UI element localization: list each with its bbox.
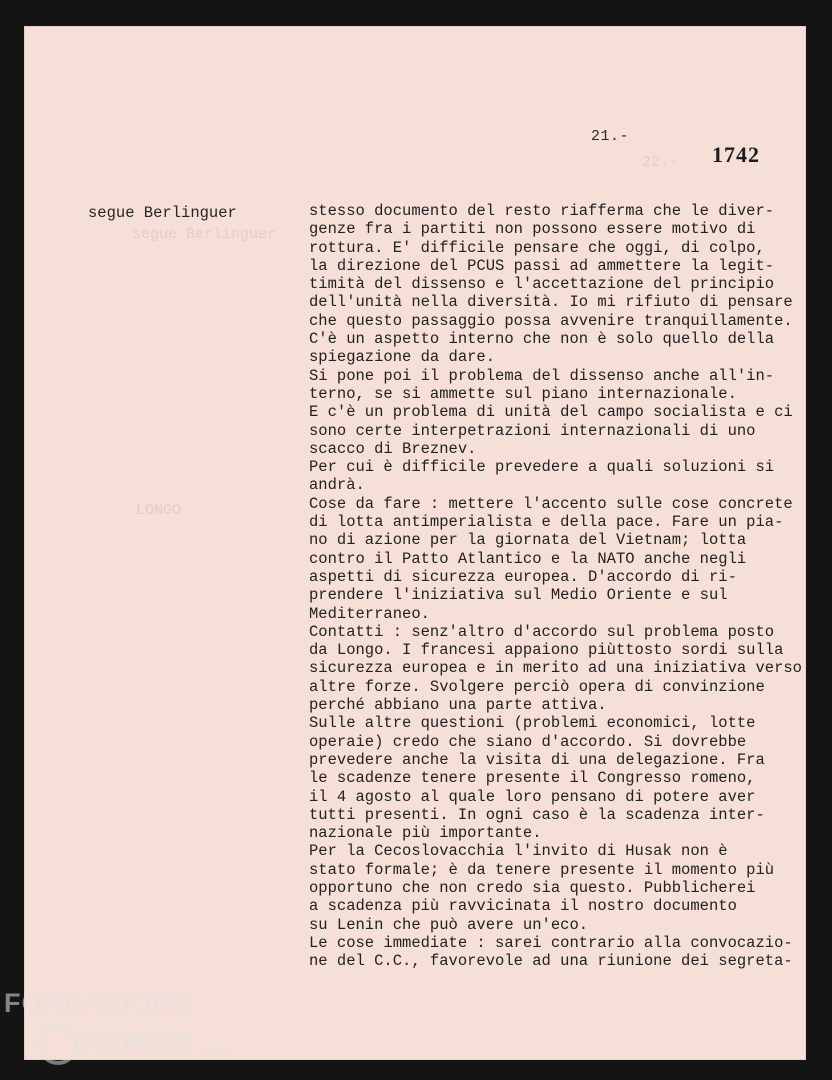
watermark-line-2: RAMSCI xyxy=(82,1028,195,1058)
body-line: Contatti : senz'altro d'accordo sul problema posto xyxy=(309,622,775,641)
body-line: sono certe interpetrazioni internazionali di uno xyxy=(309,421,756,440)
body-line: Per la Cecoslovacchia l'invito di Husak non è xyxy=(309,842,728,861)
document-number: 1742 xyxy=(712,142,760,167)
body-line: no di azione per la giornata del Vietnam; lotta xyxy=(309,531,747,550)
transcript-body xyxy=(309,202,805,970)
body-line: dell'unità nella diversità. Io mi rifiuto di pensare xyxy=(309,293,793,312)
watermark-line-1: FONDAZIONE xyxy=(4,988,193,1018)
body-line: nazionale più importante. xyxy=(309,824,542,843)
body-line: la direzione del PCUS passi ad ammettere la legit- xyxy=(309,256,775,275)
body-line: rottura. E' difficile pensare che oggi, di colpo, xyxy=(309,238,765,257)
body-line: perché abbiano una parte attiva. xyxy=(309,696,607,715)
body-line: ne del C.C., favorevole ad una riunione dei segreta- xyxy=(309,952,793,971)
body-line: Mediterraneo. xyxy=(309,604,430,623)
body-line: timità del dissenso e l'accettazione del principio xyxy=(309,275,775,294)
speaker-label: segue Berlinguer xyxy=(88,204,237,222)
body-line: a scadenza più ravvicinata il nostro documento xyxy=(309,897,737,916)
body-line: aspetti di sicurezza europea. D'accordo di ri- xyxy=(309,567,737,586)
fondazione-gramsci-watermark xyxy=(4,990,230,1057)
body-line: di lotta antimperialista e della pace. Fare un pia- xyxy=(309,513,784,532)
body-line: sicurezza europea e in merito ad una iniziativa verso xyxy=(309,659,802,678)
body-line: opportuno che non credo sia questo. Pubblicherei xyxy=(309,878,756,897)
body-line: stesso documento del resto riafferma che le diver- xyxy=(309,202,775,220)
body-line: Per cui è difficile prevedere a quali soluzioni si xyxy=(309,458,775,477)
bleed-through-text: 22.- xyxy=(642,154,679,171)
page-number: 21.- xyxy=(591,128,630,145)
body-line: Si pone poi il problema del dissenso anche all'in- xyxy=(309,366,775,385)
body-line: Sulle altre questioni (problemi economici, lotte xyxy=(309,714,756,733)
body-line: su Lenin che può avere un'eco. xyxy=(309,915,589,934)
body-line: Cose da fare : mettere l'accento sulle cose concrete xyxy=(309,494,793,513)
body-line: andrà. xyxy=(309,476,365,495)
body-line: contro il Patto Atlantico e la NATO anche negli xyxy=(309,549,747,568)
bleed-through-text: LONGO xyxy=(136,502,182,519)
body-line: E c'è un problema di unità del campo socialista e ci xyxy=(309,403,793,422)
body-line: altre forze. Svolgere perciò opera di convinzione xyxy=(309,677,765,696)
body-line: il 4 agosto al quale loro pensano di potere aver xyxy=(309,787,756,806)
body-line: genze fra i partiti non possono essere motivo di xyxy=(309,220,756,239)
bleed-through-text: segue Berlinguer xyxy=(132,226,277,243)
gramsci-logo-icon xyxy=(38,1025,78,1065)
body-line: C'è un aspetto interno che non è solo quello della xyxy=(309,330,775,349)
body-line: le scadenze tenere presente il Congresso romeno, xyxy=(309,769,756,788)
body-line: Le cose immediate : sarei contrario alla convocazio- xyxy=(309,933,793,952)
body-line: da Longo. I francesi appaiono piùttosto sordi sulla xyxy=(309,641,784,660)
body-line: stato formale; è da tenere presente il momento più xyxy=(309,860,775,879)
body-line: tutti presenti. In ogni caso è la scadenza inter- xyxy=(309,805,765,824)
body-line: spiegazione da dare. xyxy=(309,348,496,367)
body-line: operaie) credo che siano d'accordo. Si dovrebbe xyxy=(309,732,747,751)
body-line: prendere l'iniziativa sul Medio Oriente e sul xyxy=(309,586,728,605)
body-line: scacco di Breznev. xyxy=(309,439,477,458)
body-line: che questo passaggio possa avvenire tranquillamente. xyxy=(309,311,793,330)
body-line: terno, se si ammette sul piano internazionale. xyxy=(309,384,737,403)
watermark-sub: onlus xyxy=(198,1045,230,1057)
body-line: prevedere anche la visita di una delegazione. Fra xyxy=(309,750,765,769)
